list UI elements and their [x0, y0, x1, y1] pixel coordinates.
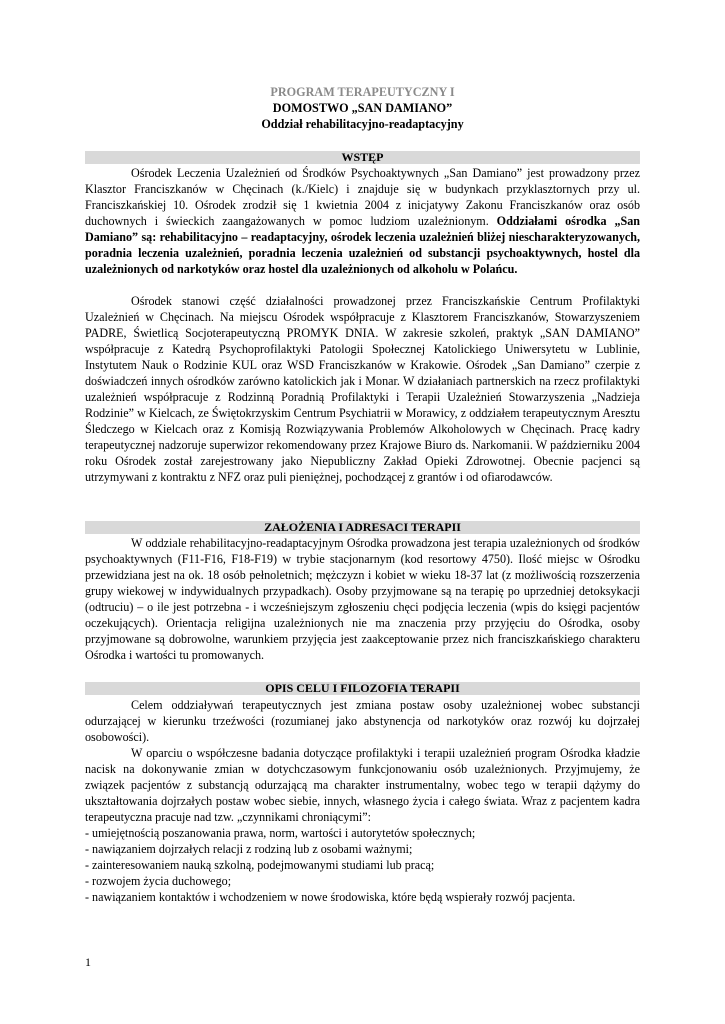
list-item: - zainteresowaniem nauką szkolną, podejmowanymi studiami lub pracą;: [85, 858, 435, 872]
page-number: 1: [85, 955, 91, 969]
document-title-block: [85, 84, 640, 132]
program-subtitle: DOMOSTWO „SAN DAMIANO”: [272, 101, 453, 115]
section-heading-zalozenia: ZAŁOŻENIA I ADRESACI TERAPII: [85, 521, 640, 534]
protective-factors-list: [85, 825, 640, 905]
wstep-paragraph-2: Ośrodek stanowi część działalności prowadzonej przez Franciszkańskie Centrum Profilaktyki Uzależnień w Chęcinach. Na miejscu Ośrodek współpracuje z Klasztorem Franciszkanów, Stowarzyszeniem PADRE, Świetlicą Socjoterapeutyczną PROMYK DNIA. W zakresie szkoleń, praktyk „SAN DAMIANO” współpracuje z Katedrą Psychoprofilaktyki Patologii Społecznej Katolickiego Uniwersytetu w Lublinie, Instytutem Nauk o Rodzinie KUL oraz WSD Franciszkanów w Krakowie. Ośrodek „San Damiano” czerpie z doświadczeń innych ośrodków zarówno katolickich jak i Monar. W działaniach partnerskich na rzecz profilaktyki uzależnień współpracuje z Rodzinną Poradnią Profilaktyki i Terapii Uzależnień Stowarzyszenia „Nadzieja Rodzinie” w Kielcach, ze Świętokrzyskim Centrum Psychiatrii w Morawicy, z oddziałem terapeutycznym Aresztu Śledczego w Kielcach oraz z Komisją Rozwiązywania Problemów Alkoholowych w Chęcinach. Pracę kadry terapeutycznej nadzoruje superwizor rekomendowany przez Krajowe Biuro ds. Narkomanii. W październiku 2004 roku Ośrodek został zarejestrowany jako Niepubliczny Zakład Opieki Zdrowotnej. Obecnie pacjenci są utrzymywani z kontraktu z NFZ oraz puli pieniężnej, pochodzącej z grantów i od ofiarodawców.: [85, 294, 640, 484]
opis-paragraph-1: Celem oddziaływań terapeutycznych jest zmiana postaw osoby uzależnionej wobec substancji odurzającej w kierunku trzeźwości (rozumianej jako abstynencja od narkotyków oraz rozwój ku dojrzałej osobowości).: [85, 698, 640, 744]
list-item: - rozwojem życia duchowego;: [85, 874, 232, 888]
wstep-paragraph-1: [85, 165, 640, 277]
list-item: - umiejętnością poszanowania prawa, norm, wartości i autorytetów społecznych;: [85, 826, 476, 840]
department-title: Oddział rehabilitacyjno-readaptacyjny: [261, 117, 464, 131]
section-heading-opis: OPIS CELU I FILOZOFIA TERAPII: [85, 682, 640, 695]
list-item: - nawiązaniem kontaktów i wchodzeniem w nowe środowiska, które będą wspierały rozwój pacjenta.: [85, 890, 576, 904]
wstep-paragraph-1-bold: Oddziałami ośrodka „San Damiano” są: rehabilitacyjno – readaptacyjny, ośrodek leczenia uzależnień bliżej niescharakteryzowanych, poradnia leczenia uzależnień, poradnia leczenia uzależnień od substancji psychoaktywnych, hostel dla uzależnionych od narkotyków oraz hostel dla uzależnionych od alkoholu w Polańcu.: [85, 214, 640, 276]
opis-paragraph-2: W oparciu o współczesne badania dotyczące profilaktyki i terapii uzależnień program Ośrodka kładzie nacisk na dokonywanie zmian w dotychczasowym funkcjonowaniu osób uzależnionych. Przyjmujemy, że związek pacjentów z substancją odurzającą ma charakter instrumentalny, wobec tego w terapii dążymy do ukształtowania dojrzałych postaw wobec siebie, innych, własnego życia i całego świata. Wraz z pacjentem kadra terapeutyczna pracuje nad tzw. „czynnikami chroniącymi”:: [85, 746, 640, 824]
wstep-paragraph-1-text: Ośrodek Leczenia Uzależnień od Środków Psychoaktywnych „San Damiano” jest prowadzony przez Klasztor Franciszkanów w Chęcinach (k./Kielc) i znajduje się w budynkach przyklasztornych przy ul. Franciszkańskiej 10. Ośrodek zrodził się 1 kwietnia 2004 z inicjatywy Zakonu Franciszkanów oraz osób duchownych i świeckich zaangażowanych w pomoc ludziom uzależnionym.: [85, 166, 640, 228]
section-heading-wstep: WSTĘP: [85, 151, 640, 164]
program-title: PROGRAM TERAPEUTYCZNY I: [270, 85, 455, 99]
zalozenia-paragraph-1: W oddziale rehabilitacyjno-readaptacyjnym Ośrodka prowadzona jest terapia uzależnionych od środków psychoaktywnych (F11-F16, F18-F19) w trybie stacjonarnym (kod resortowy 4750). Ilość miejsc w Ośrodku przewidziana jest na ok. 18 osób pełnoletnich; mężczyzn i kobiet w wieku 18-37 lat (z możliwością rozszerzenia grupy wiekowej w indywidualnych przypadkach). Osoby przyjmowane są na terapię po uprzedniej detoksykacji (odtruciu) – o ile jest potrzebna - i wcześniejszym zgłoszeniu chęci podjęcia leczenia (wpis do księgi pacjentów oczekujących). Orientacja religijna uzależnionych nie ma znaczenia przy przyjęciu do Ośrodka, osoby przyjmowane są dobrowolne, warunkiem przyjęcia jest zaakceptowanie przez nich franciszkańskiego charakteru Ośrodka i wartości tu promowanych.: [85, 536, 640, 662]
list-item: - nawiązaniem dojrzałych relacji z rodziną lub z osobami ważnymi;: [85, 842, 413, 856]
